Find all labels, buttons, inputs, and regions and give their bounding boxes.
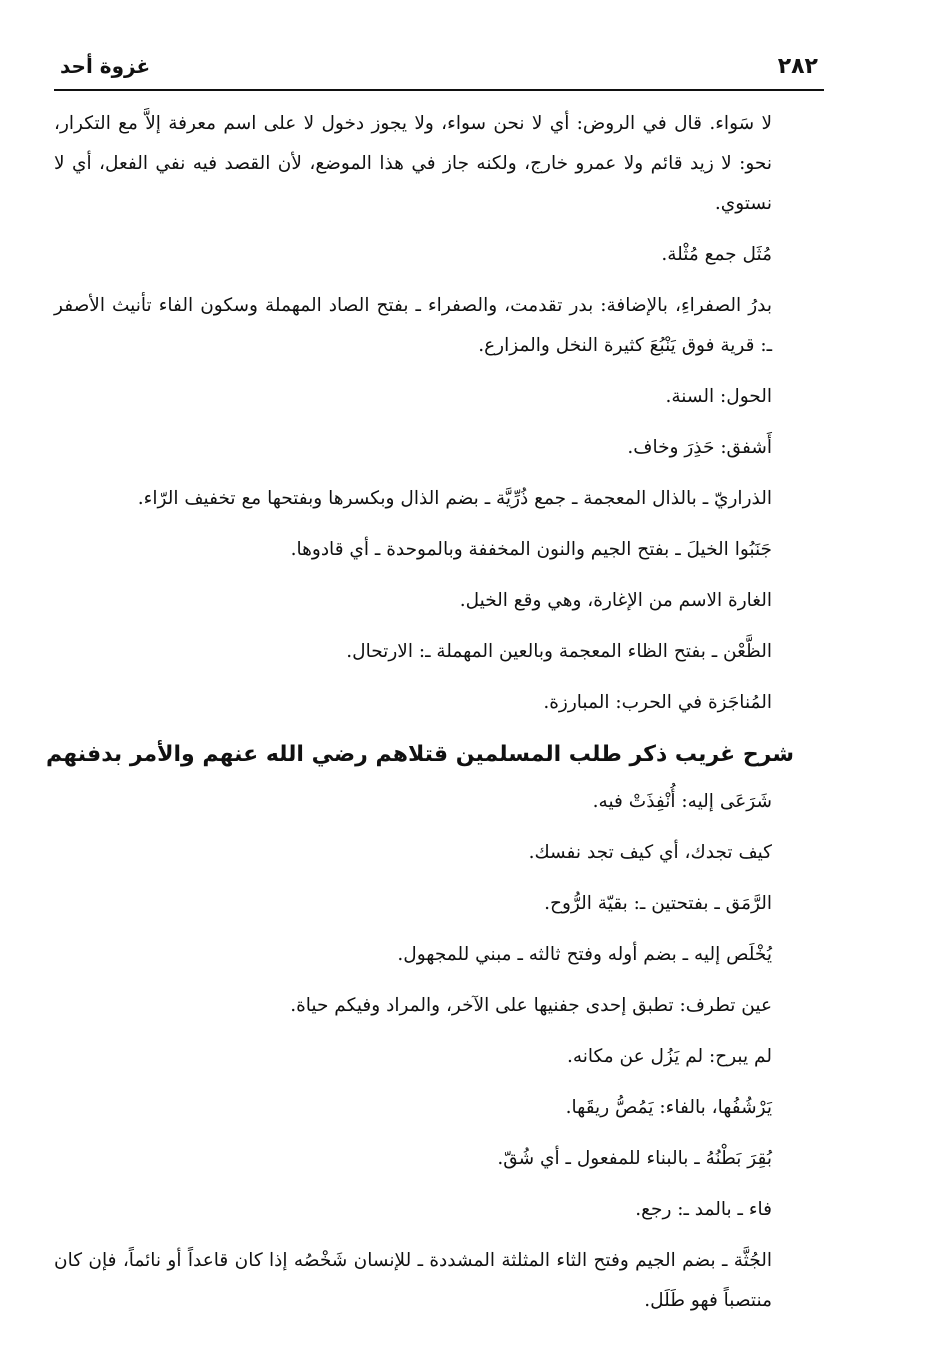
paragraph-sharaa: شَرَعَى إليه: أُنْفِذَتْ فيه.: [592, 791, 772, 812]
paragraph-janabu: جَنَبُوا الخيلَ ـ بفتح الجيم والنون المخففة وبالموحدة ـ أي قادوها.: [290, 539, 772, 560]
paragraph-la-sawa: لا سَواء. قال في الروض: أي لا نحن سواء، ولا يجوز دخول لا على اسم معرفة إلاَّ مع التكرار، نحو: لا زيد قائم ولا عمرو خارج، ولكنه جاز في هذا الموضع، لأن القصد فيه نفي الفعل، أي لا نستوي.: [54, 113, 772, 214]
paragraph-yukhlas: يُخْلَص إليه ـ بضم أوله وفتح ثالثه ـ مبني للمجهول.: [397, 944, 772, 965]
paragraph-muthal: مُثَل جمع مُثْلة.: [661, 244, 772, 265]
paragraph-buqira: بُقِرَ بَطْنُهُ ـ بالبناء للمفعول ـ أي شُقّ.: [497, 1148, 772, 1169]
paragraph-munajaza: المُناجَزة في الحرب: المبارزة.: [543, 692, 772, 713]
paragraph-ayn-tatrif: عين تطرف: تطبق إحدى جفنيها على الآخر، والمراد وفيكم حياة.: [290, 995, 772, 1016]
section-heading: شرح غريب ذكر طلب المسلمين قتلاهم رضي الله عنهم والأمر بدفنهم: [46, 742, 794, 767]
running-title: غزوة أحد: [60, 54, 151, 78]
page-number: ٢٨٢: [777, 54, 818, 79]
paragraph-juththa: الجُثَّة ـ بضم الجيم وفتح الثاء المثلثة المشددة ـ للإنسان شَخْصُه إذا كان قاعداً أو نائماً، فإن كان منتصباً فهو طَلَل.: [54, 1250, 772, 1311]
paragraph-lam-yabrah: لم يبرح: لم يَزُل عن مكانه.: [566, 1046, 772, 1067]
paragraph-yarshufuha: يَرْشُفُها، بالفاء: يَمُصُّ ريقَها.: [565, 1097, 772, 1118]
paragraph-ramaq: الرَّمَق ـ بفتحتين ـ: بقيّة الرُّوح.: [544, 893, 772, 914]
paragraph-dharari: الذراريّ ـ بالذال المعجمة ـ جمع ذُرِّيَّة ـ بضم الذال وبكسرها وبفتحها مع تخفيف الرّاء.: [137, 488, 772, 509]
paragraph-faa: فاء ـ بالمد ـ: رجع.: [635, 1199, 772, 1220]
header-rule: [54, 89, 824, 91]
paragraph-ghara: الغارة الاسم من الإغارة، وهي وقع الخيل.: [459, 590, 772, 611]
page-header: [54, 52, 824, 90]
page-body: [46, 104, 816, 1332]
paragraph-badr-safra: بدرُ الصفراءِ، بالإضافة: بدر تقدمت، والصفراء ـ بفتح الصاد المهملة وسكون الفاء تأنيث الأصفر ـ: قرية فوق يَنْبُعَ كثيرة النخل والمزارع.: [54, 295, 772, 356]
paragraph-kayfa-tajiduka: كيف تجدك، أي كيف تجد نفسك.: [528, 842, 772, 863]
paragraph-hawl: الحول: السنة.: [665, 386, 772, 407]
paragraph-zan: الظَّعْن ـ بفتح الظاء المعجمة وبالعين المهملة ـ: الارتحال.: [346, 641, 772, 662]
paragraph-ashfaq: أَشفق: حَذِرَ وخاف.: [627, 437, 772, 458]
